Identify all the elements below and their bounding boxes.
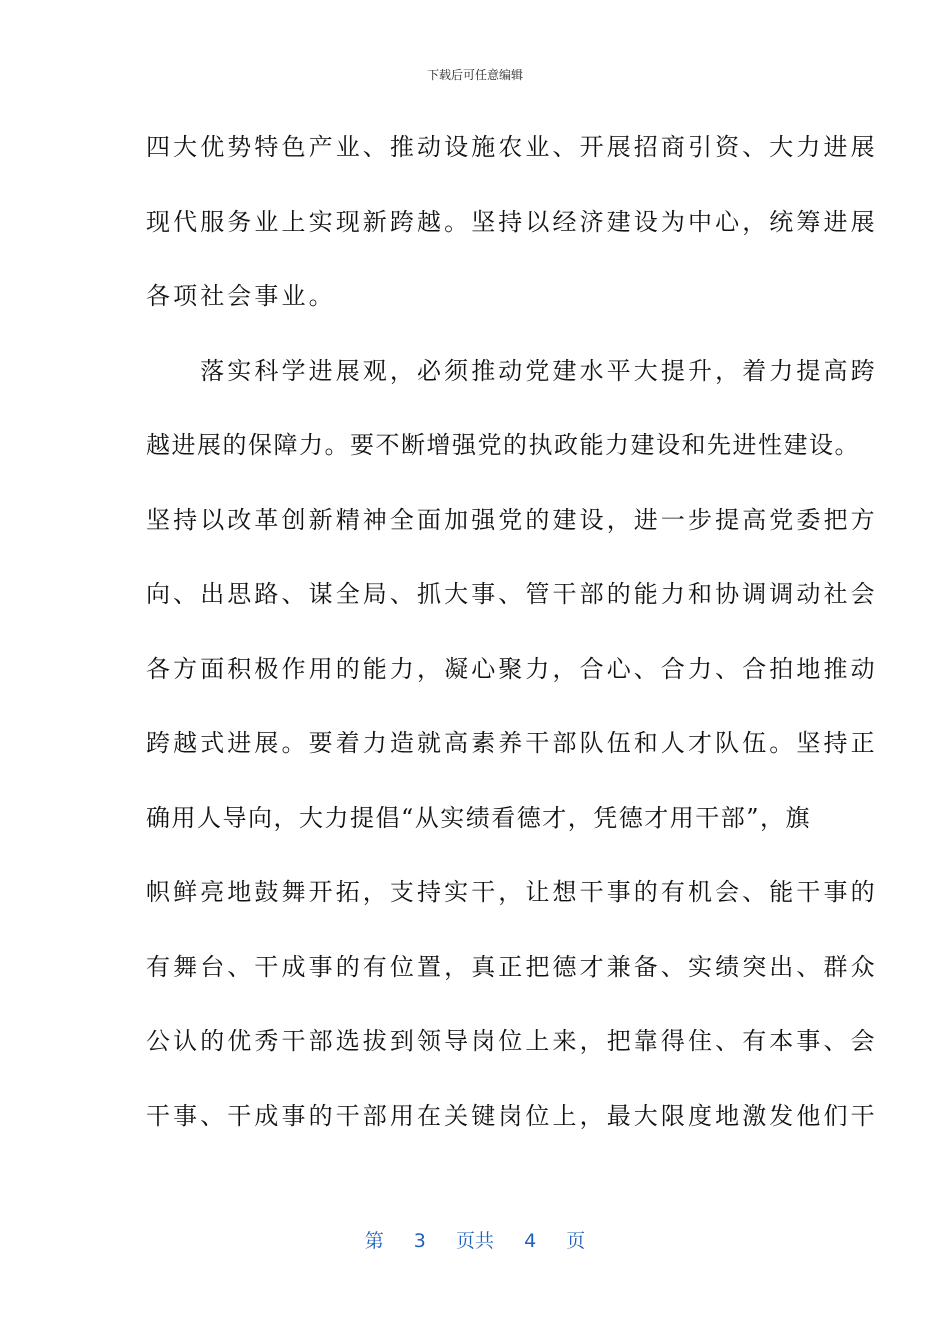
text-line: 帜鲜亮地鼓舞开拓，支持实干，让想干事的有机会、能干事的	[146, 878, 878, 906]
text-line: 各项社会事业。	[146, 282, 336, 310]
text-line: 越进展的保障力。要不断增强党的执政能力建设和先进性建设。	[146, 431, 860, 459]
text-line: 跨越式进展。要着力造就高素养干部队伍和人才队伍。坚持正	[146, 729, 878, 757]
text-line: 有舞台、干成事的有位置，真正把德才兼备、实绩突出、群众	[146, 952, 878, 981]
document-body	[146, 120, 878, 1163]
text-line: 干事、干成事的干部用在关键岗位上，最大限度地激发他们干	[146, 1101, 878, 1130]
footer-suffix: 页	[566, 1230, 586, 1252]
text-line: 确用人导向，大力提倡“从实绩看德才，凭德才用干部”，旗	[146, 803, 812, 832]
text-line: 公认的优秀干部选拔到领导岗位上来，把靠得住、有本事、会	[146, 1027, 878, 1055]
text-line: 落实科学进展观，必须推动党建水平大提升，着力提高跨	[146, 356, 878, 385]
page-header-note: 下载后可任意编辑	[426, 68, 523, 82]
footer-middle: 页共	[455, 1230, 494, 1252]
text-line: 现代服务业上实现新跨越。坚持以经济建设为中心，统筹进展	[146, 207, 878, 236]
page-footer	[0, 1226, 950, 1253]
total-pages-number: 4	[524, 1230, 537, 1252]
text-line: 四大优势特色产业、推动设施农业、开展招商引资、大力进展	[146, 133, 878, 161]
text-line: 各方面积极作用的能力，凝心聚力，合心、合力、合拍地推动	[146, 654, 878, 683]
text-line: 坚持以改革创新精神全面加强党的建设，进一步提高党委把方	[146, 505, 878, 534]
footer-prefix: 第	[364, 1230, 384, 1252]
current-page-number: 3	[413, 1230, 426, 1252]
text-line: 向、出思路、谋全局、抓大事、管干部的能力和协调调动社会	[146, 580, 878, 608]
